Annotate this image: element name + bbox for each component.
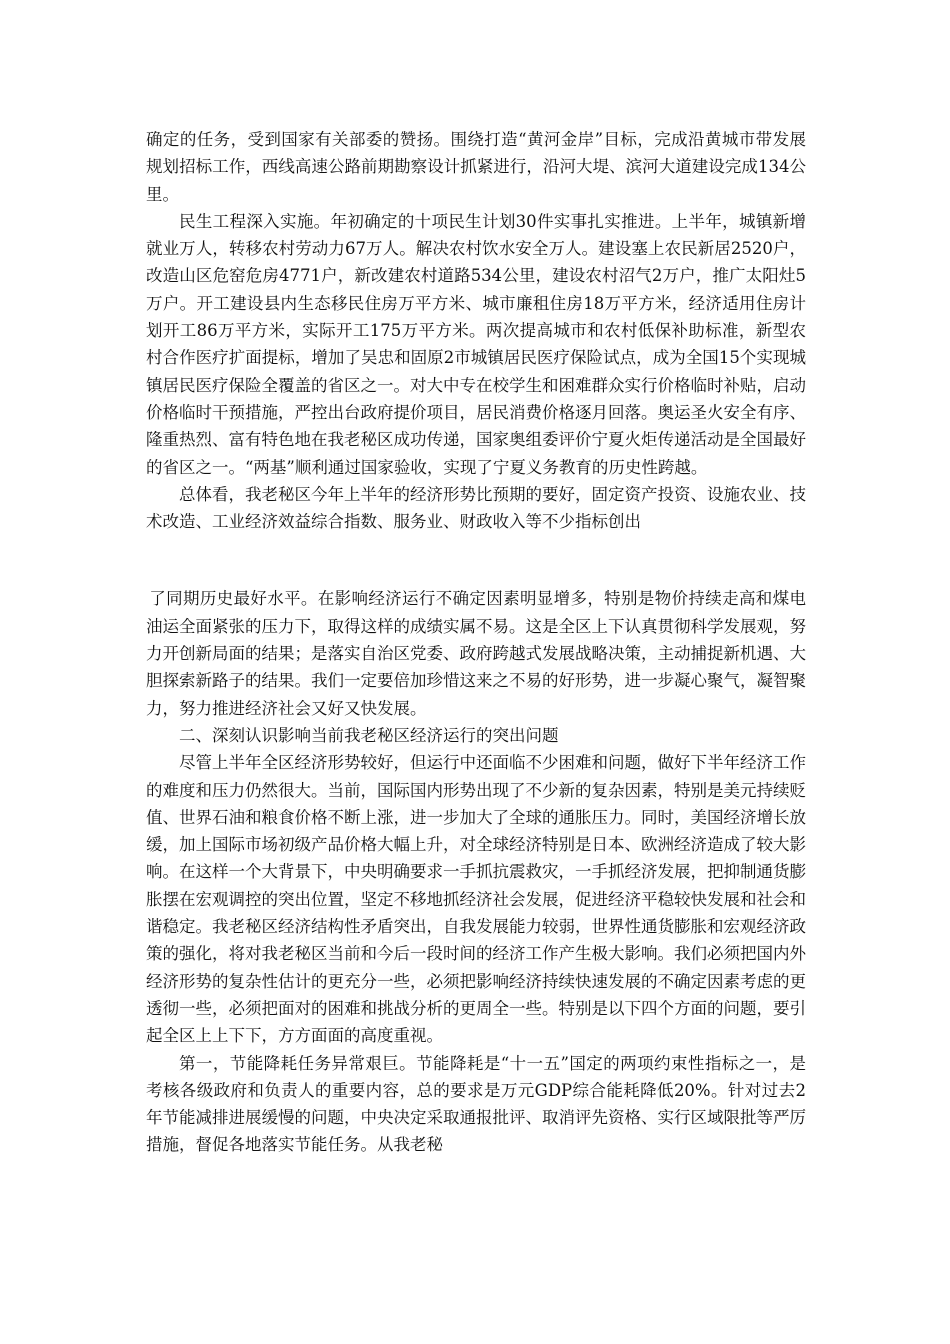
paragraph-livelihood-projects: 民生工程深入实施。年初确定的十项民生计划30件实事扎实推进。上半年，城镇新增就业万人，转移农村劳动力67万人。解决农村饮水安全万人。建设塞上农民新居2520户，改造山区危窑危房4771户，新改建农村道路534公里，建设农村沼气2万户，推广太阳灶5万户。开工建设县内生态移民住房万平方米、城市廉租住房18万平方米，经济适用住房计划开工86万平方米，实际开工175万平方米。两次提高城市和农村低保补助标准，新型农村合作医疗扩面提标，增加了吴忠和固原2市城镇居民医疗保险试点，成为全国15个实现城镇居民医疗保险全覆盖的省区之一。对大中专在校学生和困难群众实行价格临时补贴，启动价格临时干预措施，严控出台政府提价项目，居民消费价格逐月回落。奥运圣火安全有序、隆重热烈、富有特色地在我老秘区成功传递，国家奥组委评价宁夏火炬传递活动是全国最好的省区之一。“两基”顺利通过国家验收，实现了宁夏义务教育的历史性跨越。 (146, 211, 806, 477)
paragraph-energy-saving: 第一，节能降耗任务异常艰巨。节能降耗是“十一五”国定的两项约束性指标之一，是考核各级政府和负责人的重要内容，总的要求是万元GDP综合能耗降低20%。针对过去2年节能减排进展缓慢的问题，中央决定采取通报批评、取消评先资格、实行区域限批等严厉措施，督促各地落实节能任务。从我老秘 (146, 1053, 806, 1155)
section-heading-problems: 二、深刻认识影响当前我老秘区经济运行的突出问题 (179, 725, 559, 745)
page-break-gap (146, 535, 806, 585)
paragraph-continued-construction: 确定的任务，受到国家有关部委的赞扬。围绕打造“黄河金岸”目标，完成沿黄城市带发展规划招标工作，西线高速公路前期勘察设计抓紧进行，沿河大堤、滨河大道建设完成134公里。 (146, 130, 806, 204)
paragraph-historic-level: 了同期历史最好水平。在影响经济运行不确定因素明显增多，特别是物价持续走高和煤电油运全面紧张的压力下，取得这样的成绩实属不易。这是全区上下认真贯彻科学发展观，努力开创新局面的结果；是落实自治区党委、政府跨越式发展战略决策，主动捕捉新机遇、大胆探索新路子的结果。我们一定要倍加珍惜这来之不易的好形势，进一步凝心聚气，凝智聚力，努力推进经济社会又好又快发展。 (146, 589, 806, 718)
paragraph-difficulties: 尽管上半年全区经济形势较好，但运行中还面临不少困难和问题，做好下半年经济工作的难度和压力仍然很大。当前，国际国内形势出现了不少新的复杂因素，特别是美元持续贬值、世界石油和粮食价格不断上涨，进一步加大了全球的通胀压力。同时，美国经济增长放缓，加上国际市场初级产品价格大幅上升，对全球经济特别是日本、欧洲经济造成了较大影响。在这样一个大背景下，中央明确要求一手抓抗震救灾，一手抓经济发展，把抑制通货膨胀摆在宏观调控的突出位置，坚定不移地抓经济社会发展，促进经济平稳较快发展和社会和谐稳定。我老秘区经济结构性矛盾突出，自我发展能力较弱，世界性通货膨胀和宏观经济政策的强化，将对我老秘区当前和今后一段时间的经济工作产生极大影响。我们必须把国内外经济形势的复杂性估计的更充分一些，必须把影响经济持续快速发展的不确定因素考虑的更透彻一些，必须把面对的困难和挑战分析的更周全一些。特别是以下四个方面的问题，要引起全区上上下下，方方面面的高度重视。 (146, 753, 806, 1046)
document-page (146, 126, 806, 1159)
paragraph-overall-view: 总体看，我老秘区今年上半年的经济形势比预期的要好，固定资产投资、设施农业、技术改造、工业经济效益综合指数、服务业、财政收入等不少指标创出 (146, 484, 806, 532)
